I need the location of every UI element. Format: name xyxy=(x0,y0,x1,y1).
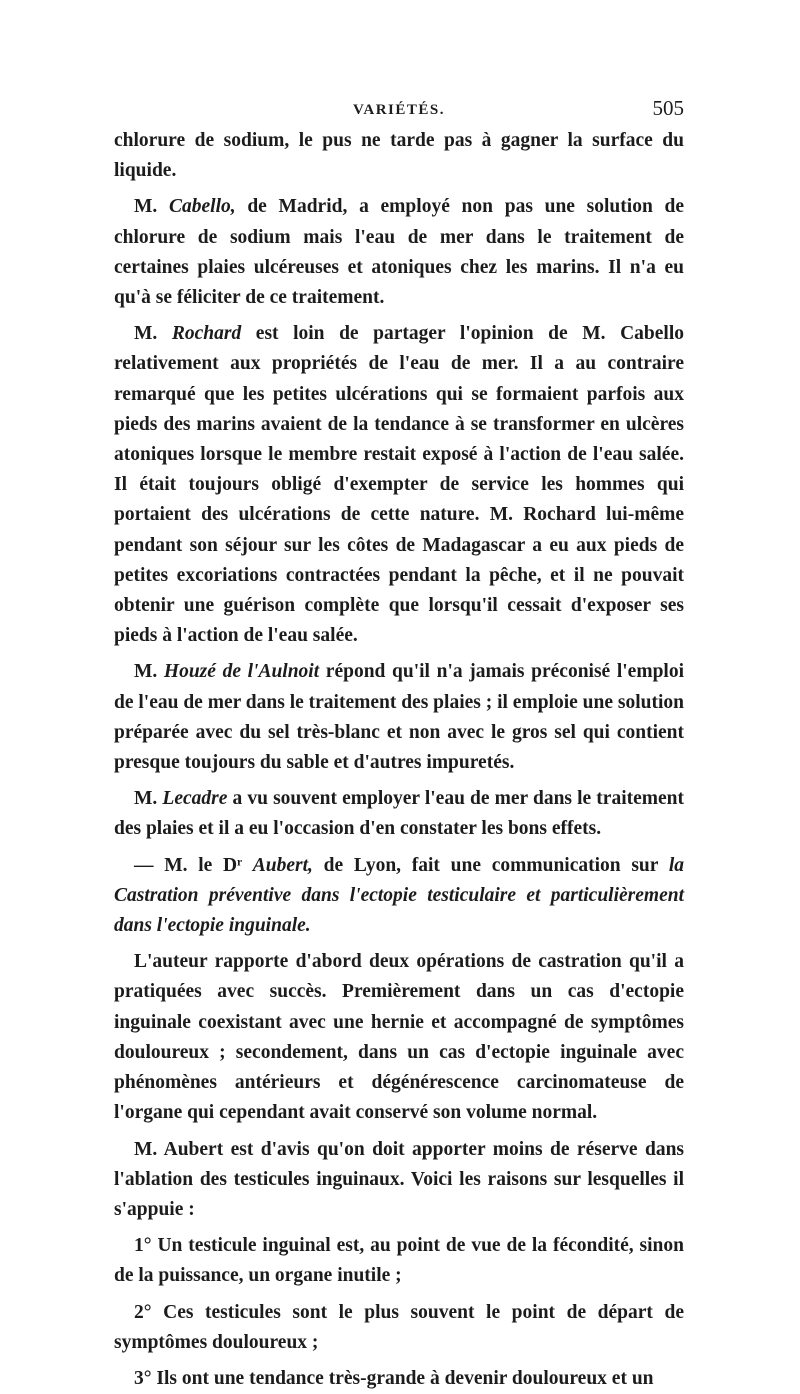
text-run: répond qu'il n'a jamais préconisé l'emploi de l'eau de mer dans le traitement des plaies ; il emploie une solution préparée avec du sel très-blanc et non avec le gros sel qui contient presque toujours du sable et d'autres impuretés. xyxy=(114,661,685,774)
paragraph xyxy=(114,1231,684,1291)
text-run: M. xyxy=(134,196,169,218)
paragraph xyxy=(114,947,684,1128)
text-run: 1° Un testicule inguinal est, au point de vue de la fécondité, sinon de la puissance, un organe inutile ; xyxy=(114,1235,684,1287)
text-run: est loin de partager l'opinion de M. Cabello relativement aux propriétés de l'eau de mer. Il a au contraire remarqué que les petites ulcérations qui se formaient parfois aux pieds des marins avaient de la tendance à se transformer en ulcères atoniques lorsque le membre restait exposé à l'action de l'eau salée. Il était toujours obligé d'exempter de service les hommes qui portaient des ulcérations de cette nature. M. Rochard lui-même pendant son séjour sur les côtes de Madagascar a eu aux pieds de petites excoriations contractées pendant la pêche, et il ne pouvait obtenir une guérison complète que lorsqu'il cessait d'exposer ses pieds à l'action de l'eau salée. xyxy=(114,323,685,647)
paragraph xyxy=(114,319,684,651)
paragraph xyxy=(114,1135,684,1226)
running-title: VARIÉTÉS. xyxy=(352,102,445,118)
italic-run: la Castration préventive dans l'ectopie testiculaire et particulièrement dans l'ectopie inguinale. xyxy=(114,854,684,937)
text-run: 3° Ils ont une tendance très-grande à devenir douloureux et un xyxy=(134,1367,654,1389)
paragraph xyxy=(114,126,684,186)
body-text xyxy=(114,126,684,1394)
paragraph xyxy=(114,851,684,942)
text-run: de Madrid, a employé non pas une solution de chlorure de sodium mais l'eau de mer dans le traitement de certaines plaies ulcéreuses et atoniques chez les marins. Il n'a eu qu'à se féliciter de ce traitement. xyxy=(114,196,685,309)
paragraph xyxy=(114,1364,684,1394)
italic-run: Aubert, xyxy=(252,854,313,876)
text-run: L'auteur rapporte d'abord deux opérations de castration qu'il a pratiquées avec succès. Premièrement dans un cas d'ectopie inguinale coexistant avec une hernie et accompagné de symptômes douloureux ; secondement, dans un cas d'ectopie inguinale avec phénomènes antérieurs et dégénérescence carcinomateuse de l'organe qui cependant avait conservé son volume normal. xyxy=(114,951,684,1124)
paragraph xyxy=(114,784,684,844)
italic-run: Houzé de l'Aulnoit xyxy=(163,661,320,683)
text-run: a vu souvent employer l'eau de mer dans le traitement des plaies et il a eu l'occasion d'en constater les bons effets. xyxy=(114,788,685,840)
paragraph xyxy=(114,192,684,313)
running-head xyxy=(114,96,684,124)
text-run: de Lyon, fait une communication sur xyxy=(312,854,669,876)
paragraph xyxy=(114,657,684,778)
italic-run: Lecadre xyxy=(162,788,228,810)
text-run: M. Aubert est d'avis qu'on doit apporter moins de réserve dans l'ablation des testicules inguinaux. Voici les raisons sur lesquelles il s'appuie : xyxy=(114,1138,684,1220)
text-run: M. xyxy=(134,788,163,810)
page-number: 505 xyxy=(652,96,684,120)
text-run: — M. le Dʳ xyxy=(134,854,253,876)
text-run: chlorure de sodium, le pus ne tarde pas à gagner la surface du liquide. xyxy=(114,130,684,182)
text-run: 2° Ces testicules sont le plus souvent le point de départ de symptômes douloureux ; xyxy=(114,1301,684,1353)
italic-run: Rochard xyxy=(171,323,242,345)
italic-run: Cabello, xyxy=(169,196,236,218)
text-run: M. xyxy=(134,323,172,345)
text-run: M. xyxy=(134,661,164,683)
paragraph xyxy=(114,1298,684,1358)
